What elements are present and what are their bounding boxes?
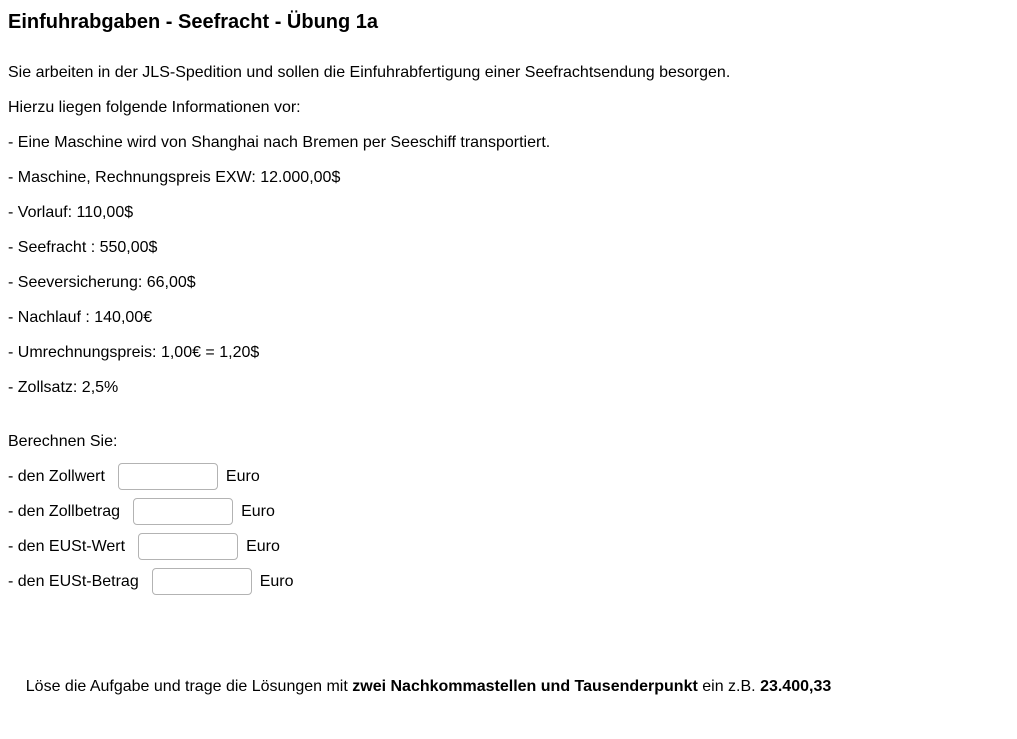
- footer-bold-example-number: 23.400,33: [760, 678, 832, 695]
- eust-wert-unit-label: Euro: [246, 537, 280, 555]
- fact-line-nachlauf: - Nachlauf : 140,00€: [8, 309, 153, 326]
- fact-line-umrechnungspreis: - Umrechnungspreis: 1,00€ = 1,20$: [8, 344, 260, 361]
- intro-line-2: Hierzu liegen folgende Informationen vor:: [8, 99, 301, 116]
- eust-wert-label: - den EUSt-Wert: [8, 537, 126, 555]
- page-title: Einfuhrabgaben - Seefracht - Übung 1a: [8, 11, 379, 33]
- fact-line-vorlauf: - Vorlauf: 110,00$: [8, 204, 134, 221]
- footer-bold-format-hint: zwei Nachkommastellen und Tausenderpunkt: [352, 678, 698, 695]
- fact-line-rechnungspreis: - Maschine, Rechnungspreis EXW: 12.000,00$: [8, 169, 341, 186]
- eust-betrag-unit-label: Euro: [259, 572, 294, 590]
- fact-line-seeversicherung: - Seeversicherung: 66,00$: [8, 274, 196, 291]
- zollbetrag-unit-label: Euro: [241, 502, 275, 520]
- eust-wert-input[interactable]: [138, 533, 238, 560]
- zollwert-unit-label: Euro: [225, 467, 260, 485]
- zollwert-input[interactable]: [118, 463, 218, 490]
- eust-betrag-input[interactable]: [152, 568, 252, 595]
- zollbetrag-input[interactable]: [133, 498, 233, 525]
- fact-line-seefracht: - Seefracht : 550,00$: [8, 239, 158, 256]
- eust-betrag-label: - den EUSt-Betrag: [8, 572, 139, 590]
- eust-wert-row: [8, 529, 1009, 564]
- intro-line-1: Sie arbeiten in der JLS-Spedition und sollen die Einfuhrabfertigung einer Seefrachtsendung besorgen.: [8, 64, 731, 81]
- eust-betrag-row: [8, 564, 1009, 599]
- footer-text-part-2: ein z.B.: [697, 678, 761, 695]
- intro-and-facts-block: [8, 55, 1009, 405]
- zollbetrag-label: - den Zollbetrag: [8, 502, 121, 520]
- zollwert-label: - den Zollwert: [8, 467, 105, 485]
- footer-text-part-1: Löse die Aufgabe und trage die Lösungen mit: [25, 678, 353, 695]
- fact-line-transport: - Eine Maschine wird von Shanghai nach Bremen per Seeschiff transportiert.: [8, 134, 551, 151]
- fact-line-zollsatz: - Zollsatz: 2,5%: [8, 379, 119, 396]
- task-heading: Berechnen Sie:: [8, 433, 118, 450]
- zollbetrag-row: [8, 494, 1009, 529]
- footer-instruction: [8, 634, 1009, 695]
- zollwert-row: [8, 459, 1009, 494]
